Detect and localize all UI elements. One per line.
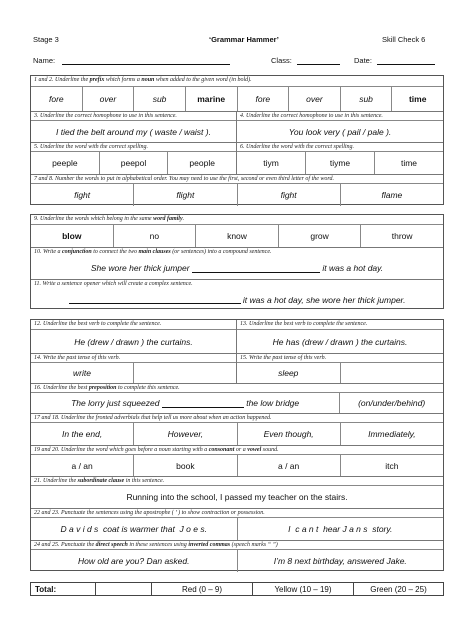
question-sentence-row: [31, 549, 443, 572]
question-19-20: [31, 445, 443, 476]
total-label: Total:: [35, 584, 57, 594]
question-instruction: 17 and 18. Underline the fronted adverbials that help tell us more about when an action happened.: [34, 415, 272, 421]
question-instruction: 15. Write the past tense of this verb.: [240, 355, 327, 361]
skill-check-label: Skill Check 6: [382, 35, 426, 44]
question-10: [31, 247, 443, 279]
question-16: [31, 383, 443, 413]
question-14: [31, 354, 237, 383]
question-5: [31, 143, 237, 174]
prefix-word[interactable]: over: [82, 87, 134, 111]
noun-word: itch: [340, 455, 443, 476]
question-sentence: [31, 392, 443, 413]
question-instruction: 10. Write a conjunction to connect the two main clauses (or sentences) into a compound sentence.: [34, 249, 272, 255]
adverbial-option[interactable]: Immediately,: [340, 423, 443, 445]
band-red: Red (0 – 9): [151, 583, 252, 595]
given-word: time: [391, 87, 443, 111]
word-family-option[interactable]: no: [113, 225, 196, 247]
adverbial-option[interactable]: In the end,: [62, 429, 103, 439]
verb-word: write: [31, 363, 134, 383]
verb-cell: [31, 362, 236, 383]
question-4: [237, 112, 443, 142]
question-3-4: [31, 111, 443, 142]
prefix-word[interactable]: sub: [340, 87, 392, 111]
prefix-word[interactable]: over: [288, 87, 340, 111]
answer-blank[interactable]: [162, 399, 244, 408]
punctuation-sentence[interactable]: I c a n t hear J a n s story.: [288, 524, 393, 534]
question-instruction: 16. Underline the best preposition to complete this sentence.: [34, 385, 180, 391]
prefix-word[interactable]: fore: [48, 94, 64, 104]
answer-blank[interactable]: [192, 264, 320, 273]
question-22-23: [31, 508, 443, 540]
speech-sentence[interactable]: How old are you? Dan asked.: [31, 550, 238, 572]
spelling-option[interactable]: tiym: [263, 158, 279, 168]
alphabetical-word[interactable]: fight: [237, 184, 340, 206]
sentence-end: the low bridge: [246, 398, 300, 408]
answer-blank[interactable]: [69, 295, 241, 304]
alphabetical-word[interactable]: flame: [340, 184, 443, 206]
band-yellow: Yellow (10 – 19): [252, 583, 353, 595]
question-instruction: 21. Underline the subordinate clause in this sentence.: [34, 478, 165, 484]
question-11: [31, 279, 443, 310]
sentence-end: it was a hot day.: [322, 263, 384, 273]
section-2: [30, 214, 444, 309]
question-12: [31, 320, 237, 353]
verb-cell: [237, 362, 443, 383]
question-9: [31, 215, 443, 247]
question-sentence: [31, 257, 443, 279]
preposition-options[interactable]: (on/under/behind): [358, 398, 426, 408]
sentence-start: She wore her thick jumper: [90, 263, 190, 273]
total-score-box[interactable]: [95, 583, 151, 595]
spelling-option[interactable]: time: [374, 152, 443, 174]
sentence-end: it was a hot day, she wore her thick jumper.: [242, 294, 406, 305]
question-3: [31, 112, 237, 142]
page-title: ‘Grammar Hammer’: [209, 35, 279, 44]
question-instruction: 24 and 25. Punctuate the direct speech in these sentences using inverted commas (speech marks “ ”): [34, 542, 278, 548]
spelling-option[interactable]: peeple: [52, 158, 78, 168]
question-1-2: [31, 76, 443, 111]
given-word: marine: [185, 87, 237, 111]
question-instruction: 9. Underline the words which belong in the same word family.: [34, 216, 185, 222]
question-21: [31, 476, 443, 508]
question-7-8: [31, 174, 443, 206]
question-instruction: 19 and 20. Underline the word which goes before a noun starting with a consonant or a vowel sound.: [34, 447, 279, 453]
spelling-option[interactable]: peepol: [99, 152, 168, 174]
question-14-15: [31, 353, 443, 383]
question-sentence-row: [31, 517, 443, 540]
question-instruction: 1 and 2. Underline the prefix which forms a noun when added to the given word (in bold).: [34, 77, 252, 83]
question-instruction: 6. Underline the word with the correct spelling.: [240, 144, 355, 150]
adverbial-option[interactable]: However,: [133, 423, 236, 445]
word-family-option[interactable]: grow: [278, 225, 361, 247]
article-option[interactable]: a / an: [237, 455, 340, 476]
question-instruction: 11. Write a sentence opener which will create a complex sentence.: [34, 281, 193, 287]
spelling-option[interactable]: tiyme: [305, 152, 374, 174]
noun-word: book: [133, 455, 236, 476]
question-12-13: [31, 320, 443, 353]
adverbial-option[interactable]: Even though,: [237, 423, 340, 445]
question-instruction: 14. Write the past tense of this verb.: [34, 355, 121, 361]
question-sentence[interactable]: You look very ( pail / pale ).: [237, 120, 443, 142]
question-13: [237, 320, 443, 353]
prefix-word[interactable]: sub: [133, 87, 185, 111]
question-sentence[interactable]: He (drew / drawn ) the curtains.: [31, 329, 236, 353]
prefix-word[interactable]: fore: [237, 87, 289, 111]
question-instruction: 7 and 8. Number the words to put in alphabetical order. You may need to use the first, second or even third letter of the word.: [34, 176, 335, 182]
question-instruction: 12. Underline the best verb to complete the sentence.: [34, 321, 162, 327]
date-label: Date:: [354, 56, 372, 65]
question-sentence[interactable]: He has (drew / drawn ) the curtains.: [237, 329, 443, 353]
stage-label: Stage 3: [33, 35, 59, 44]
question-sentence[interactable]: I tied the belt around my ( waste / waist ).: [31, 120, 236, 142]
word-family-option[interactable]: throw: [360, 225, 443, 247]
answer-box[interactable]: [341, 363, 444, 383]
question-15: [237, 354, 443, 383]
speech-sentence[interactable]: I’m 8 next birthday, answered Jake.: [273, 556, 407, 566]
sentence-start: The lorry just squeezed: [71, 398, 160, 408]
question-6: [237, 143, 443, 174]
question-instruction: 22 and 23. Punctuate the sentences using the apostrophe ( ’ ) to show contraction or possession.: [34, 510, 265, 516]
question-5-6: [31, 142, 443, 174]
word-family-option: blow: [62, 231, 82, 241]
total-score-row: [30, 582, 444, 596]
question-sentence[interactable]: Running into the school, I passed my teacher on the stairs.: [31, 485, 443, 508]
answer-box[interactable]: [134, 363, 236, 383]
question-instruction: 13. Underline the best verb to complete the sentence.: [240, 321, 368, 327]
name-label: Name:: [33, 56, 56, 65]
question-instruction: 4. Underline the correct homophone to use in this sentence.: [240, 113, 383, 119]
class-field[interactable]: [297, 64, 340, 65]
word-family-option[interactable]: know: [195, 225, 278, 247]
name-field[interactable]: [62, 64, 230, 65]
question-instruction: 5. Underline the word with the correct spelling.: [34, 144, 149, 150]
question-instruction: 3. Underline the correct homophone to use in this sentence.: [34, 113, 177, 119]
date-field[interactable]: [377, 64, 435, 65]
alphabetical-word[interactable]: fight: [74, 190, 91, 200]
question-17-18: [31, 413, 443, 445]
article-option[interactable]: a / an: [71, 460, 93, 471]
verb-word: sleep: [237, 363, 341, 383]
question-24-25: [31, 540, 443, 572]
class-label: Class:: [271, 56, 292, 65]
question-sentence: [31, 289, 443, 310]
section-3: [30, 319, 444, 571]
section-1: [30, 75, 444, 205]
band-green: Green (20 – 25): [353, 583, 443, 595]
alphabetical-word[interactable]: flight: [133, 184, 236, 206]
punctuation-sentence[interactable]: D a v i d s coat is warmer that J o e s.: [31, 518, 238, 540]
spelling-option[interactable]: people: [167, 152, 236, 174]
